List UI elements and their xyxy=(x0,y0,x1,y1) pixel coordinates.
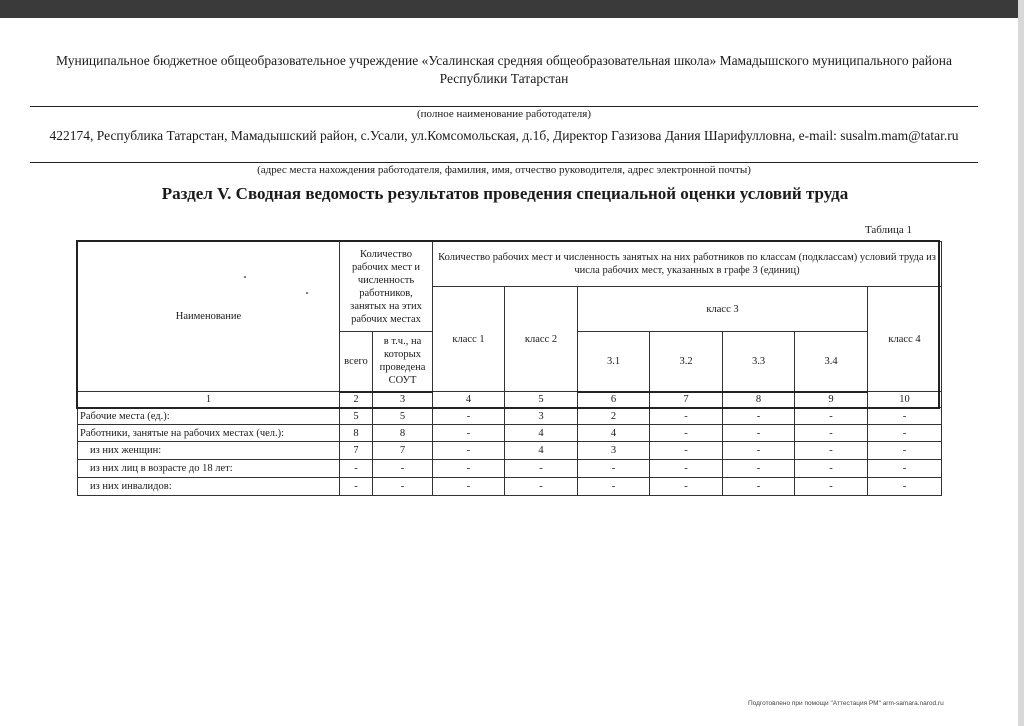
table-cell: - xyxy=(433,460,505,478)
table-cell: - xyxy=(650,460,723,478)
column-number: 10 xyxy=(868,392,942,408)
section-title: Раздел V. Сводная ведомость результатов проведения специальной оценки условий труда xyxy=(161,184,849,203)
employer-address-underline xyxy=(30,162,978,163)
scanner-top-bar xyxy=(0,0,1024,18)
table-cell: - xyxy=(868,442,942,460)
table-cell: - xyxy=(650,442,723,460)
table-cell: - xyxy=(868,460,942,478)
table-row xyxy=(78,478,942,496)
row-label: Рабочие места (ед.): xyxy=(78,408,340,425)
table-cell: - xyxy=(795,408,868,425)
header-total: всего xyxy=(340,332,373,392)
column-numbers-row xyxy=(78,392,942,408)
header-subclass-3-2: 3.2 xyxy=(650,332,723,392)
table-cell: 3 xyxy=(578,442,650,460)
header-class-3: класс 3 xyxy=(578,287,868,332)
table-cell: 2 xyxy=(578,408,650,425)
employer-name-caption: (полное наименование работодателя) xyxy=(416,108,592,120)
table-cell: - xyxy=(795,460,868,478)
row-label: Работники, занятые на рабочих местах (чел.): xyxy=(78,425,340,442)
table-cell: - xyxy=(650,478,723,496)
table-cell: 8 xyxy=(340,425,373,442)
table-cell: 4 xyxy=(578,425,650,442)
table-cell: - xyxy=(373,460,433,478)
table-cell: - xyxy=(578,478,650,496)
table-cell: - xyxy=(433,425,505,442)
row-label: из них инвалидов: xyxy=(78,478,340,496)
table-cell: - xyxy=(505,478,578,496)
table-cell: - xyxy=(723,442,795,460)
table-cell: - xyxy=(433,442,505,460)
table-cell: - xyxy=(373,478,433,496)
header-class-1: класс 1 xyxy=(433,287,505,392)
table-cell: - xyxy=(578,460,650,478)
table-cell: - xyxy=(650,408,723,425)
column-number: 5 xyxy=(505,392,578,408)
table-cell: - xyxy=(340,478,373,496)
table-cell: - xyxy=(723,425,795,442)
header-subclass-3-4: 3.4 xyxy=(795,332,868,392)
table-row xyxy=(78,442,942,460)
table-cell: 4 xyxy=(505,442,578,460)
table-cell: - xyxy=(868,408,942,425)
employer-address-caption: (адрес места нахождения работодателя, фамилия, имя, отчество руководителя, адрес электронной почты) xyxy=(257,164,751,176)
scanner-right-edge xyxy=(1018,0,1024,726)
table-cell: - xyxy=(505,460,578,478)
table-cell: 7 xyxy=(373,442,433,460)
column-number: 2 xyxy=(340,392,373,408)
header-sout: в т.ч., на которых проведена СОУТ xyxy=(373,332,433,392)
header-subclass-3-3: 3.3 xyxy=(723,332,795,392)
header-name: Наименование xyxy=(78,242,340,392)
table-cell: 5 xyxy=(373,408,433,425)
table-cell: - xyxy=(723,460,795,478)
table-cell: - xyxy=(795,425,868,442)
table-cell: - xyxy=(340,460,373,478)
table-row xyxy=(78,425,942,442)
row-label: из них женщин: xyxy=(78,442,340,460)
employer-name-underline xyxy=(30,106,978,107)
column-number: 7 xyxy=(650,392,723,408)
employer-address: 422174, Республика Татарстан, Мамадышский район, с.Усали, ул.Комсомольская, д.1б, Директор Газизова Дания Шарифулловна, e-mail: susalm.mam@tatar.ru xyxy=(49,128,959,143)
table-cell: - xyxy=(433,408,505,425)
table-cell: - xyxy=(795,478,868,496)
table-cell: 4 xyxy=(505,425,578,442)
header-subclass-3-1: 3.1 xyxy=(578,332,650,392)
table-cell: - xyxy=(795,442,868,460)
table-row xyxy=(78,460,942,478)
column-number: 4 xyxy=(433,392,505,408)
employer-name: Муниципальное бюджетное общеобразовательное учреждение «Усалинская средняя общеобразовательная школа» Мамадышского муниципального района Республики Татарстан xyxy=(56,53,952,86)
table-cell: 5 xyxy=(340,408,373,425)
header-class-4: класс 4 xyxy=(868,287,942,392)
table-cell: - xyxy=(723,408,795,425)
column-number: 9 xyxy=(795,392,868,408)
table-cell: - xyxy=(868,425,942,442)
header-classes: Количество рабочих мест и численность занятых на них работников по классам (подклассам) условий труда из числа рабочих мест, указанных в графе 3 (единиц) xyxy=(433,242,942,287)
column-number: 8 xyxy=(723,392,795,408)
table-cell: - xyxy=(650,425,723,442)
table-label: Таблица 1 xyxy=(864,224,912,236)
column-number: 1 xyxy=(78,392,340,408)
column-number: 6 xyxy=(578,392,650,408)
table-cell: 3 xyxy=(505,408,578,425)
table-cell: 7 xyxy=(340,442,373,460)
table-cell: - xyxy=(723,478,795,496)
table-cell: 8 xyxy=(373,425,433,442)
footer-note: Подготовлено при помощи "Аттестация РМ" arm-samara.narod.ru xyxy=(748,700,944,707)
header-class-2: класс 2 xyxy=(505,287,578,392)
table-cell: - xyxy=(433,478,505,496)
row-label: из них лиц в возрасте до 18 лет: xyxy=(78,460,340,478)
summary-table xyxy=(77,241,942,496)
table-row xyxy=(78,408,942,425)
column-number: 3 xyxy=(373,392,433,408)
table-cell: - xyxy=(868,478,942,496)
header-count: Количество рабочих мест и численность работников, занятых на этих рабочих местах xyxy=(340,242,433,332)
